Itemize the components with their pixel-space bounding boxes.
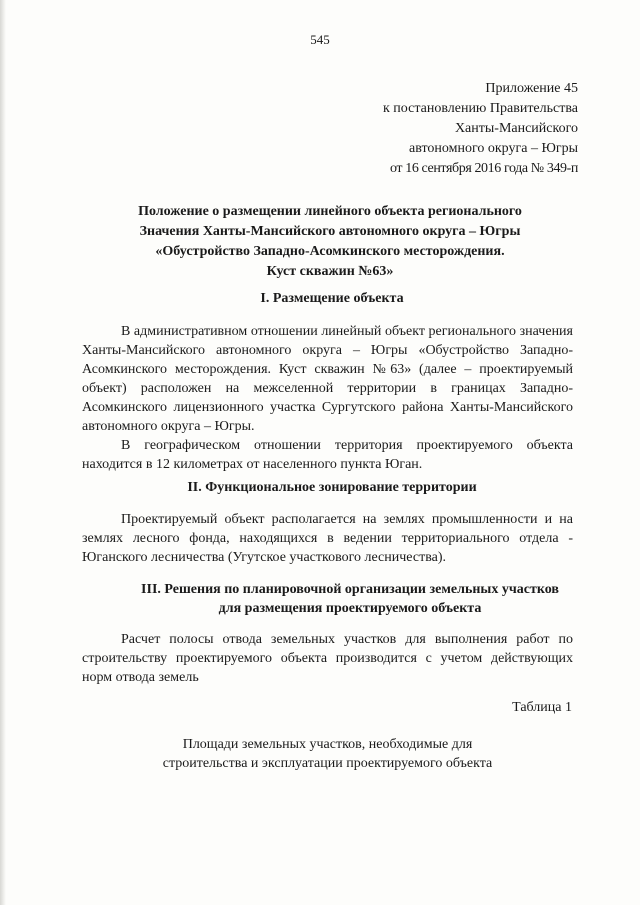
appendix-line-1: Приложение 45 xyxy=(485,81,578,96)
document-title xyxy=(105,202,555,282)
table-label: Таблица 1 xyxy=(512,700,572,715)
appendix-line-4: автономного округа – Югры xyxy=(409,141,578,156)
section-2-body xyxy=(82,510,573,567)
section-1-paragraph-1: В административном отношении линейный объект регионального значения Ханты-Мансийского автономного округа – Югры «Обустройство Западно-Асомкинского месторождения. Куст скважин №63» (далее – проектируемый объект) расположен на межселенной территории в границах Западно-Асомкинского лицензионного участка Сургутского района Ханты-Мансийского автономного округа – Югры. xyxy=(82,324,573,434)
section-1-heading: I. Размещение объекта xyxy=(260,291,404,306)
appendix-line-5: от 16 сентября 2016 года № 349-п xyxy=(390,161,578,176)
section-3-heading-line-1: III. Решения по планировочной организации земельных участков xyxy=(141,582,559,597)
section-3-heading xyxy=(110,580,590,618)
table-caption-line-1: Площади земельных участков, необходимые для xyxy=(182,737,473,752)
section-2-heading: II. Функциональное зонирование территории xyxy=(187,480,477,495)
section-2-paragraph-1: Проектируемый объект располагается на землях промышленности и на землях лесного фонда, находящихся в ведении территориального отдела - Юганского лесничества (Угутское участкового лесничества). xyxy=(82,512,573,565)
section-1-paragraph-2: В географическом отношении территория проектируемого объекта находится в 12 километрах от населенного пункта Юган. xyxy=(82,438,573,472)
scan-edge-shadow xyxy=(0,0,6,905)
appendix-line-2: к постановлению Правительства xyxy=(382,101,578,116)
title-line-3: «Обустройство Западно-Асомкинского месторождения. xyxy=(155,244,505,259)
title-line-2: Значения Ханты-Мансийского автономного округа – Югры xyxy=(139,224,521,239)
appendix-line-3: Ханты-Мансийского xyxy=(454,121,578,136)
section-3-body xyxy=(82,630,573,687)
title-line-4: Куст скважин №63» xyxy=(266,264,394,279)
table-caption xyxy=(82,735,573,773)
section-3-heading-line-2: для размещения проектируемого объекта xyxy=(218,601,482,616)
page-number: 545 xyxy=(310,32,330,47)
appendix-reference xyxy=(383,79,578,179)
section-3-paragraph-1: Расчет полосы отвода земельных участков для выполнения работ по строительству проектируемого объекта производится с учетом действующих норм отвода земель xyxy=(82,632,573,685)
section-1-body xyxy=(82,322,573,474)
title-line-1: Положение о размещении линейного объекта регионального xyxy=(138,204,522,219)
table-caption-line-2: строительства и эксплуатации проектируемого объекта xyxy=(162,756,493,771)
